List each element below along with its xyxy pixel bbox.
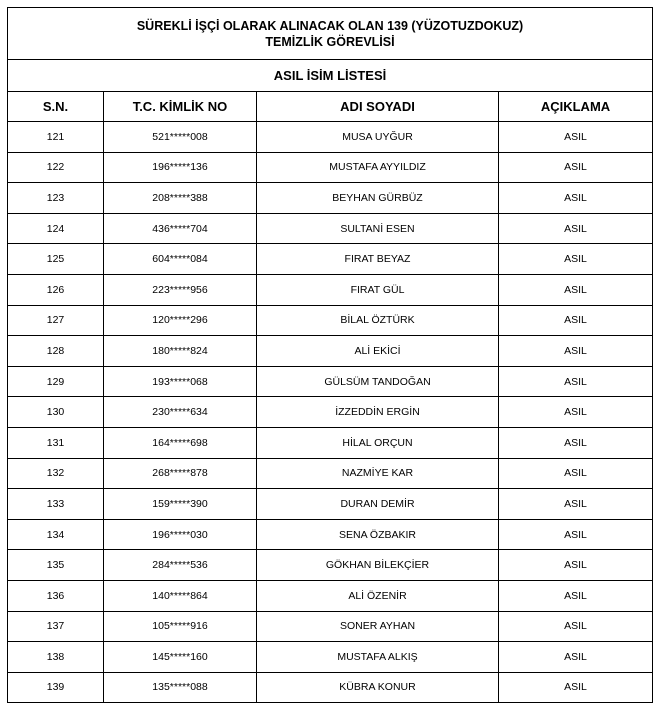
cell-name: ALİ ÖZENİR (257, 580, 499, 611)
cell-name: FIRAT BEYAZ (257, 244, 499, 275)
cell-name: HİLAL ORÇUN (257, 427, 499, 458)
title-line-1: SÜREKLİ İŞÇİ OLARAK ALINACAK OLAN 139 (YÜZOTUZDOKUZ) (136, 18, 524, 33)
table-row (8, 152, 653, 183)
cell-sn: 126 (8, 274, 104, 305)
cell-description: ASIL (499, 213, 653, 244)
cell-name: MUSTAFA ALKIŞ (257, 642, 499, 673)
cell-tc-no: 223*****956 (104, 274, 257, 305)
cell-description: ASIL (499, 458, 653, 489)
cell-sn: 124 (8, 213, 104, 244)
cell-description: ASIL (499, 672, 653, 703)
cell-description: ASIL (499, 489, 653, 520)
table-row (8, 305, 653, 336)
table-row (8, 550, 653, 581)
table-row (8, 611, 653, 642)
cell-sn: 131 (8, 427, 104, 458)
cell-name: GÜLSÜM TANDOĞAN (257, 366, 499, 397)
candidate-list-table (7, 7, 653, 703)
cell-tc-no: 164*****698 (104, 427, 257, 458)
cell-name: NAZMİYE KAR (257, 458, 499, 489)
cell-name: MUSTAFA AYYILDIZ (257, 152, 499, 183)
cell-sn: 139 (8, 672, 104, 703)
cell-sn: 127 (8, 305, 104, 336)
table-row (8, 458, 653, 489)
table-row (8, 122, 653, 153)
cell-description: ASIL (499, 642, 653, 673)
cell-tc-no: 180*****824 (104, 336, 257, 367)
cell-tc-no: 521*****008 (104, 122, 257, 153)
cell-tc-no: 284*****536 (104, 550, 257, 581)
table-row (8, 213, 653, 244)
cell-sn: 125 (8, 244, 104, 275)
cell-sn: 133 (8, 489, 104, 520)
table-row (8, 274, 653, 305)
list-subtitle: ASIL İSİM LİSTESİ (8, 60, 653, 92)
cell-tc-no: 208*****388 (104, 183, 257, 214)
cell-name: SONER AYHAN (257, 611, 499, 642)
cell-tc-no: 230*****634 (104, 397, 257, 428)
table-row (8, 336, 653, 367)
cell-name: KÜBRA KONUR (257, 672, 499, 703)
cell-tc-no: 193*****068 (104, 366, 257, 397)
table-row (8, 427, 653, 458)
cell-description: ASIL (499, 611, 653, 642)
table-row (8, 489, 653, 520)
cell-name: SULTANİ ESEN (257, 213, 499, 244)
cell-name: BİLAL ÖZTÜRK (257, 305, 499, 336)
cell-description: ASIL (499, 336, 653, 367)
cell-description: ASIL (499, 122, 653, 153)
cell-sn: 123 (8, 183, 104, 214)
cell-tc-no: 105*****916 (104, 611, 257, 642)
cell-tc-no: 135*****088 (104, 672, 257, 703)
title-line-2: TEMİZLİK GÖREVLİSİ (265, 34, 395, 49)
cell-sn: 129 (8, 366, 104, 397)
header-tc-no: T.C. KİMLİK NO (104, 92, 257, 122)
cell-name: GÖKHAN BİLEKÇİER (257, 550, 499, 581)
cell-name: DURAN DEMİR (257, 489, 499, 520)
cell-tc-no: 196*****136 (104, 152, 257, 183)
header-description: AÇIKLAMA (499, 92, 653, 122)
cell-description: ASIL (499, 305, 653, 336)
table-row (8, 366, 653, 397)
cell-description: ASIL (499, 519, 653, 550)
table-row (8, 519, 653, 550)
cell-sn: 121 (8, 122, 104, 153)
cell-description: ASIL (499, 580, 653, 611)
cell-tc-no: 436*****704 (104, 213, 257, 244)
cell-description: ASIL (499, 397, 653, 428)
cell-sn: 134 (8, 519, 104, 550)
cell-sn: 130 (8, 397, 104, 428)
table-row (8, 183, 653, 214)
cell-sn: 128 (8, 336, 104, 367)
table-row (8, 397, 653, 428)
cell-description: ASIL (499, 244, 653, 275)
cell-name: BEYHAN GÜRBÜZ (257, 183, 499, 214)
cell-description: ASIL (499, 550, 653, 581)
cell-name: SENA ÖZBAKIR (257, 519, 499, 550)
cell-tc-no: 196*****030 (104, 519, 257, 550)
cell-sn: 135 (8, 550, 104, 581)
cell-name: İZZEDDİN ERGİN (257, 397, 499, 428)
document-title (8, 8, 653, 60)
header-sn: S.N. (8, 92, 104, 122)
header-name: ADI SOYADI (257, 92, 499, 122)
cell-tc-no: 145*****160 (104, 642, 257, 673)
cell-tc-no: 604*****084 (104, 244, 257, 275)
table-row (8, 642, 653, 673)
table-header-row (8, 92, 653, 122)
cell-description: ASIL (499, 274, 653, 305)
cell-sn: 132 (8, 458, 104, 489)
cell-sn: 138 (8, 642, 104, 673)
table-row (8, 244, 653, 275)
cell-sn: 122 (8, 152, 104, 183)
cell-tc-no: 268*****878 (104, 458, 257, 489)
cell-name: MUSA UYĞUR (257, 122, 499, 153)
cell-name: FIRAT GÜL (257, 274, 499, 305)
cell-description: ASIL (499, 183, 653, 214)
table-row (8, 580, 653, 611)
cell-tc-no: 120*****296 (104, 305, 257, 336)
table-row (8, 672, 653, 703)
cell-tc-no: 159*****390 (104, 489, 257, 520)
cell-name: ALİ EKİCİ (257, 336, 499, 367)
cell-tc-no: 140*****864 (104, 580, 257, 611)
cell-description: ASIL (499, 366, 653, 397)
cell-sn: 137 (8, 611, 104, 642)
cell-description: ASIL (499, 152, 653, 183)
cell-description: ASIL (499, 427, 653, 458)
cell-sn: 136 (8, 580, 104, 611)
